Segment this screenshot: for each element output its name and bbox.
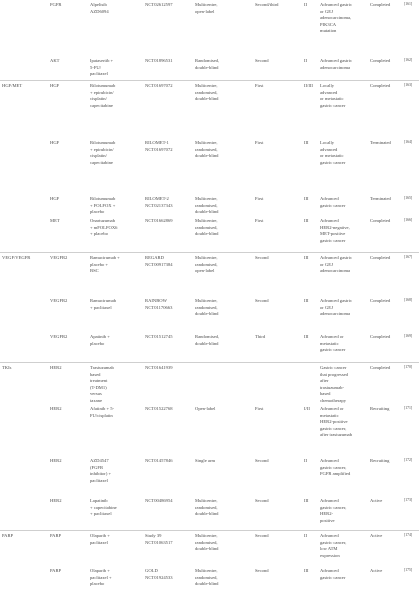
- trial-status-cell: Completed: [370, 83, 391, 88]
- trial-design-cell: Multicentre, open-label: [195, 2, 218, 14]
- trial-id-cell: NCT01662869: [145, 218, 173, 223]
- trial-design-cell: Open-label: [195, 406, 216, 411]
- trial-drug-cell: Rilotumumab + FOLFOX + placebo: [90, 196, 116, 215]
- trial-status-cell: Completed: [370, 218, 391, 223]
- trial-phase-cell: I/II: [304, 406, 310, 411]
- trial-line-cell: First: [255, 196, 264, 201]
- trial-id-cell: NCT01697072: [145, 83, 173, 88]
- trial-line-cell: Second: [255, 255, 269, 260]
- trial-drug-cell: Afatinib + 5- FU/cisplatin: [90, 406, 115, 418]
- trial-line-cell: First: [255, 406, 264, 411]
- trial-design-cell: Multicentre, randomised, double-blind: [195, 196, 219, 215]
- trial-id-cell: Study 39 NCT01063517: [145, 533, 173, 545]
- table-row: [0, 252, 419, 297]
- trial-reference-cell: [162]: [404, 58, 413, 62]
- trial-drug-cell: AZD4547 (FGFR inhibitor) + paclitaxel: [90, 458, 112, 483]
- trial-drug-cell: Rilotumumab + epirubicin/ cisplatin/ capecitabine: [90, 83, 116, 108]
- trial-family-cell: PARP: [2, 533, 14, 538]
- trial-design-cell: Multicentre, randomised, double-blind: [195, 498, 219, 517]
- trial-status-cell: Completed: [370, 334, 391, 339]
- trial-population-cell: Locally advanced or metastatic gastric cancer: [320, 83, 346, 108]
- trial-target-cell: HER2: [50, 498, 62, 503]
- trial-reference-cell: [174]: [404, 533, 413, 537]
- trial-design-cell: Multicentre, randomised, double-blind: [195, 568, 219, 587]
- trial-design-cell: Multicentre, randomised, double-blind: [195, 140, 219, 159]
- trial-phase-cell: III: [304, 498, 309, 503]
- table-row: [0, 194, 419, 216]
- trial-target-cell: PARP: [50, 568, 62, 573]
- table-row: [0, 332, 419, 362]
- trial-target-cell: MET: [50, 218, 60, 223]
- trial-drug-cell: Ramucirumab + placebo + BSC: [90, 255, 120, 274]
- table-row: [0, 362, 419, 405]
- trial-drug-cell: Apatinib + placebo: [90, 334, 110, 346]
- trial-design-cell: Multicentre, randomised, double-blind: [195, 83, 219, 102]
- table-row: [0, 530, 419, 567]
- trial-population-cell: Advanced or metastatic gastric cancer: [320, 334, 346, 353]
- trial-line-cell: First: [255, 140, 264, 145]
- trial-line-cell: Second: [255, 568, 269, 573]
- trial-id-cell: RAINBOW NCT01170663: [145, 298, 173, 310]
- trial-target-cell: VEGFR2: [50, 298, 68, 303]
- trial-status-cell: Completed: [370, 2, 391, 7]
- trial-target-cell: HER2: [50, 365, 62, 370]
- trial-reference-cell: [168]: [404, 298, 413, 302]
- trial-drug-cell: Ipatasertib + 5-FU/ paclitaxel: [90, 58, 114, 77]
- trial-reference-cell: [165]: [404, 196, 413, 200]
- trial-status-cell: Terminated: [370, 140, 391, 145]
- trial-status-cell: Active: [370, 498, 383, 503]
- trial-line-cell: Second: [255, 498, 269, 503]
- table-row: [0, 138, 419, 194]
- trial-population-cell: Advanced gastric or GEJ adenocarcinoma: [320, 298, 353, 317]
- trial-drug-cell: Alpelisib AZD6094: [90, 2, 109, 14]
- trial-status-cell: Active: [370, 568, 383, 573]
- trial-target-cell: HGF: [50, 140, 60, 145]
- trial-status-cell: Active: [370, 533, 383, 538]
- trial-line-cell: First: [255, 83, 264, 88]
- trial-phase-cell: II: [304, 458, 308, 463]
- trial-population-cell: Advanced gastric or GEJ adenocarcinoma, PIK3CA mutation: [320, 2, 353, 34]
- trial-line-cell: Third: [255, 334, 266, 339]
- trial-reference-cell: [172]: [404, 458, 413, 462]
- trial-design-cell: Multicentre, randomised, double-blind: [195, 218, 219, 237]
- trial-family-cell: TKIs: [2, 365, 12, 370]
- trial-status-cell: Recruiting: [370, 406, 390, 411]
- trial-population-cell: Advanced gastric cancer: [320, 196, 346, 208]
- trial-status-cell: Completed: [370, 58, 391, 63]
- table-row: [0, 296, 419, 332]
- trial-target-cell: FGFR: [50, 2, 62, 7]
- trial-population-cell: Advanced gastric adenocarcinoma: [320, 58, 353, 70]
- trial-status-cell: Completed: [370, 255, 391, 260]
- trial-design-cell: Multicentre, randomised, double-blind: [195, 298, 219, 317]
- trial-target-cell: VEGFR2: [50, 255, 68, 260]
- trial-family-cell: HGF/MET: [2, 83, 23, 88]
- trial-reference-cell: [163]: [404, 83, 413, 87]
- trial-target-cell: VEGFR2: [50, 334, 68, 339]
- trial-phase-cell: II: [304, 58, 308, 63]
- trial-status-cell: Terminated: [370, 196, 391, 201]
- trial-drug-cell: Rilotumumab + epirubicin/ cisplatin/ capecitabine: [90, 140, 116, 165]
- trial-id-cell: NCT00486954: [145, 498, 173, 503]
- trial-phase-cell: III: [304, 298, 309, 303]
- trial-design-cell: Randomised, double-blind: [195, 334, 220, 346]
- table-row: [0, 216, 419, 254]
- trial-phase-cell: III: [304, 334, 309, 339]
- trial-phase-cell: II: [304, 2, 308, 7]
- trial-line-cell: Second: [255, 458, 269, 463]
- trial-phase-cell: III: [304, 196, 309, 201]
- table-row: [0, 80, 419, 139]
- trial-id-cell: NCT01512745: [145, 334, 173, 339]
- trial-drug-cell: Ramucirumab + paclitaxel: [90, 298, 117, 310]
- trial-population-cell: Advanced gastric cancer: [320, 568, 346, 580]
- trial-phase-cell: II/III: [304, 83, 313, 88]
- trial-line-cell: Second: [255, 298, 269, 303]
- table-row: [0, 496, 419, 528]
- trial-phase-cell: III: [304, 218, 309, 223]
- trial-reference-cell: [164]: [404, 140, 413, 144]
- trial-id-cell: NCT01641939: [145, 365, 173, 370]
- trial-id-cell: NCT01457846: [145, 458, 173, 463]
- trial-line-cell: First: [255, 218, 264, 223]
- trial-population-cell: Advanced HER2-negative, MET-positive gastric cancer: [320, 218, 350, 243]
- trial-population-cell: Locally advanced or metastatic gastric cancer: [320, 140, 346, 165]
- trial-line-cell: Second/third: [255, 2, 279, 7]
- trial-drug-cell: Olaparib + paclitaxel + placebo: [90, 568, 112, 587]
- trial-population-cell: Advanced gastric cancer, FGFR amplified: [320, 458, 351, 477]
- trial-phase-cell: III: [304, 568, 309, 573]
- trial-design-cell: Multicentre, randomised, double-blind: [195, 533, 219, 552]
- trial-id-cell: NCT01896531: [145, 58, 173, 63]
- trial-design-cell: Multicentre, randomised, open-label: [195, 255, 218, 274]
- trial-drug-cell: Lapatinib + capecitabine + paclitaxel: [90, 498, 117, 517]
- trial-id-cell: REGARD NCT00917384: [145, 255, 173, 267]
- trial-population-cell: Advanced or metastatic HER2-positive gastric cancer, after trastuzumab: [320, 406, 353, 438]
- trial-reference-cell: [173]: [404, 498, 413, 502]
- trial-status-cell: Completed: [370, 298, 391, 303]
- trial-line-cell: Second: [255, 533, 269, 538]
- trial-reference-cell: [169]: [404, 334, 413, 338]
- trial-phase-cell: II: [304, 533, 308, 538]
- trial-drug-cell: Olaparib + paclitaxel: [90, 533, 110, 545]
- trial-id-cell: NCT01522768: [145, 406, 173, 411]
- trial-target-cell: HGF: [50, 196, 60, 201]
- trial-line-cell: Second: [255, 58, 269, 63]
- trial-drug-cell: Trastuzumab based treatment (T-DM1) versus taxane: [90, 365, 114, 403]
- trial-reference-cell: [170]: [404, 365, 413, 369]
- table-row: [0, 404, 419, 456]
- trial-reference-cell: [171]: [404, 406, 413, 410]
- trial-id-cell: RILOMET-2 NCT02137343: [145, 196, 173, 208]
- trial-design-cell: Single arm: [195, 458, 216, 463]
- trial-reference-cell: [166]: [404, 218, 413, 222]
- trial-phase-cell: III: [304, 140, 309, 145]
- trial-target-cell: HGF: [50, 83, 60, 88]
- trial-status-cell: Completed: [370, 365, 391, 370]
- trial-id-cell: RILOMET-1 NCT01697072: [145, 140, 173, 152]
- trial-status-cell: Recruiting: [370, 458, 390, 463]
- trial-target-cell: PARP: [50, 533, 62, 538]
- trial-reference-cell: [167]: [404, 255, 413, 259]
- trial-phase-cell: III: [304, 255, 309, 260]
- trial-population-cell: Gastric cancer that progressed after trastuzumab- based chemotherapy: [320, 365, 348, 403]
- trial-target-cell: HER2: [50, 406, 62, 411]
- trial-drug-cell: Onartuzumab + mFOLFOX6 + placebo: [90, 218, 118, 237]
- trial-target-cell: HER2: [50, 458, 62, 463]
- trial-target-cell: AKT: [50, 58, 60, 63]
- trial-id-cell: NCT02612597: [145, 2, 173, 7]
- table-row: [0, 456, 419, 496]
- table-row: [0, 566, 419, 605]
- trial-family-cell: VEGF/VEGFR: [2, 255, 31, 260]
- trial-reference-cell: [175]: [404, 568, 413, 572]
- trial-population-cell: Advanced gastric cancer, HER2- positive: [320, 498, 347, 523]
- trial-reference-cell: [161]: [404, 2, 413, 6]
- table-row: [0, 0, 419, 56]
- trial-id-cell: GOLD NCT01924533: [145, 568, 173, 580]
- trial-population-cell: Advanced gastric cancer, low ATM expression: [320, 533, 347, 558]
- trial-population-cell: Advanced gastric or GEJ adenocarcinoma: [320, 255, 353, 274]
- trial-design-cell: Randomised, double-blind: [195, 58, 220, 70]
